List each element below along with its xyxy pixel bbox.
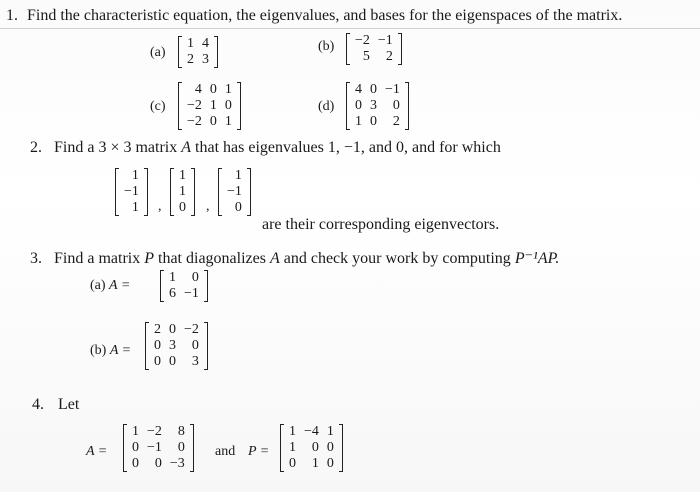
matrix-entry: 6 bbox=[169, 286, 176, 301]
matrix-row bbox=[165, 270, 203, 286]
matrix-entry: −2 bbox=[187, 114, 202, 129]
problem-2-statement: Find a 3 × 3 matrix A that has eigenvalues 1, −1, and 0, and for which bbox=[54, 139, 501, 156]
problem-2-number: 2. bbox=[30, 139, 42, 156]
matrix-entry: 0 bbox=[132, 456, 139, 471]
matrix-entry: 1 bbox=[187, 36, 194, 51]
matrix-row bbox=[223, 168, 246, 184]
matrix-row bbox=[285, 424, 338, 440]
matrix-entry: −1 bbox=[227, 184, 242, 199]
eigenvector-3 bbox=[218, 168, 251, 216]
matrix-entry: 1 bbox=[169, 270, 176, 285]
matrix-entry: −3 bbox=[169, 456, 185, 471]
matrix-entry: 1 bbox=[289, 424, 296, 439]
problem-1-statement: Find the characteristic equation, the eigenvalues, and bases for the eigenspaces of the matrix. bbox=[27, 7, 623, 24]
matrix-entry: 0 bbox=[392, 98, 400, 113]
matrix-entry: 5 bbox=[362, 49, 370, 64]
matrix-row bbox=[165, 286, 203, 302]
matrix-entry: 3 bbox=[191, 354, 199, 369]
matrix-entry: 1 bbox=[209, 98, 217, 113]
problem-1b-matrix bbox=[346, 33, 402, 65]
divider bbox=[0, 28, 700, 29]
problem-3a-matrix bbox=[160, 270, 208, 302]
matrix-entry: 0 bbox=[289, 456, 296, 471]
eigenvector-2 bbox=[170, 168, 195, 216]
matrix-row bbox=[223, 200, 246, 216]
matrix-row bbox=[285, 440, 338, 456]
matrix-row bbox=[128, 440, 189, 456]
matrix-row bbox=[183, 98, 236, 114]
matrix-entry: 1 bbox=[311, 456, 319, 471]
matrix-entry: −1 bbox=[377, 33, 393, 48]
matrix-entry: −2 bbox=[187, 98, 202, 113]
matrix-row bbox=[183, 36, 213, 52]
matrix-entry: 8 bbox=[177, 424, 185, 439]
matrix-entry: 4 bbox=[355, 82, 362, 97]
problem-1-number: 1. bbox=[6, 7, 18, 24]
matrix-entry: −1 bbox=[184, 286, 199, 301]
matrix-entry: 0 bbox=[209, 82, 217, 97]
problem-1a-matrix bbox=[178, 36, 218, 68]
matrix-entry: 1 bbox=[131, 168, 139, 183]
matrix-row bbox=[150, 354, 203, 370]
matrix-entry: −4 bbox=[304, 424, 319, 439]
matrix-entry: 0 bbox=[370, 82, 377, 97]
problem-3b-label: (b) A = bbox=[90, 343, 132, 358]
matrix-entry: 1 bbox=[289, 440, 296, 455]
matrix-row bbox=[128, 456, 189, 472]
problem-4-p-matrix bbox=[280, 424, 343, 472]
matrix-entry: 1 bbox=[326, 424, 334, 439]
matrix-entry: 1 bbox=[224, 114, 232, 129]
matrix-entry: 0 bbox=[154, 354, 161, 369]
matrix-row bbox=[183, 52, 213, 68]
problem-1d-matrix bbox=[346, 82, 409, 130]
matrix-entry: 2 bbox=[187, 52, 194, 67]
matrix-entry: 0 bbox=[370, 114, 377, 129]
matrix-entry: 0 bbox=[355, 98, 362, 113]
matrix-entry: 0 bbox=[191, 270, 199, 285]
matrix-entry: 0 bbox=[179, 200, 186, 215]
matrix-entry: −1 bbox=[124, 184, 139, 199]
matrix-entry: 1 bbox=[179, 168, 186, 183]
problem-3-number: 3. bbox=[30, 250, 42, 267]
matrix-entry: 0 bbox=[326, 440, 334, 455]
matrix-row bbox=[150, 322, 203, 338]
matrix-row bbox=[128, 424, 189, 440]
matrix-entry: 0 bbox=[154, 338, 161, 353]
problem-4-and: and bbox=[215, 444, 236, 459]
matrix-entry: 1 bbox=[132, 424, 139, 439]
matrix-entry: 0 bbox=[154, 456, 162, 471]
matrix-row bbox=[351, 114, 404, 130]
matrix-entry: 0 bbox=[169, 322, 176, 337]
matrix-entry: 0 bbox=[209, 114, 217, 129]
matrix-entry: −1 bbox=[147, 440, 162, 455]
matrix-row bbox=[175, 168, 190, 184]
matrix-row bbox=[175, 184, 190, 200]
matrix-entry: −2 bbox=[147, 424, 162, 439]
matrix-entry: 1 bbox=[131, 200, 139, 215]
matrix-entry: 1 bbox=[179, 184, 186, 199]
matrix-row bbox=[150, 338, 203, 354]
problem-1d-label: (d) bbox=[318, 99, 335, 114]
matrix-row bbox=[351, 33, 397, 49]
matrix-entry: 2 bbox=[385, 49, 393, 64]
matrix-entry: 0 bbox=[132, 440, 139, 455]
problem-3b-matrix bbox=[145, 322, 208, 370]
problem-3-statement: Find a matrix P that diagonalizes A and check your work by computing P⁻¹AP. bbox=[54, 250, 560, 267]
matrix-entry: 4 bbox=[194, 82, 202, 97]
matrix-row bbox=[183, 82, 236, 98]
vector-separator: , bbox=[206, 199, 210, 214]
problem-4-a-eq: A = bbox=[86, 444, 108, 459]
matrix-row bbox=[285, 456, 338, 472]
matrix-row bbox=[120, 184, 143, 200]
matrix-entry: −1 bbox=[385, 82, 400, 97]
matrix-entry: 0 bbox=[234, 200, 242, 215]
problem-4-statement: Let bbox=[58, 396, 80, 413]
matrix-row bbox=[351, 98, 404, 114]
matrix-entry: −2 bbox=[184, 322, 199, 337]
problem-4-p-eq: P = bbox=[248, 444, 270, 459]
matrix-entry: 3 bbox=[202, 52, 209, 67]
matrix-entry: 0 bbox=[177, 440, 185, 455]
matrix-entry: 2 bbox=[154, 322, 161, 337]
matrix-row bbox=[120, 200, 143, 216]
matrix-entry: 1 bbox=[355, 114, 362, 129]
matrix-entry: 0 bbox=[169, 354, 176, 369]
matrix-row bbox=[183, 114, 236, 130]
eigenvector-1 bbox=[115, 168, 148, 216]
vector-separator: , bbox=[158, 199, 162, 214]
matrix-row bbox=[351, 82, 404, 98]
problem-1b-label: (b) bbox=[318, 39, 335, 54]
matrix-row bbox=[351, 49, 397, 65]
matrix-entry: 0 bbox=[311, 440, 319, 455]
problem-1c-matrix bbox=[178, 82, 241, 130]
matrix-entry: 2 bbox=[392, 114, 400, 129]
matrix-row bbox=[223, 184, 246, 200]
matrix-row bbox=[175, 200, 190, 216]
matrix-entry: 0 bbox=[191, 338, 199, 353]
problem-1a-label: (a) bbox=[150, 45, 166, 60]
problem-1c-label: (c) bbox=[150, 99, 166, 114]
matrix-entry: 3 bbox=[169, 338, 176, 353]
matrix-entry: −2 bbox=[355, 33, 370, 48]
problem-4-a-matrix bbox=[123, 424, 194, 472]
matrix-entry: 0 bbox=[326, 456, 334, 471]
matrix-row bbox=[120, 168, 143, 184]
matrix-entry: 3 bbox=[370, 98, 377, 113]
matrix-entry: 0 bbox=[224, 98, 232, 113]
matrix-entry: 1 bbox=[224, 82, 232, 97]
matrix-entry: 1 bbox=[234, 168, 242, 183]
problem-2-tail: are their corresponding eigenvectors. bbox=[262, 216, 500, 233]
problem-3a-label: (a) A = bbox=[90, 278, 131, 293]
problem-4-number: 4. bbox=[32, 396, 44, 413]
matrix-entry: 4 bbox=[202, 36, 209, 51]
